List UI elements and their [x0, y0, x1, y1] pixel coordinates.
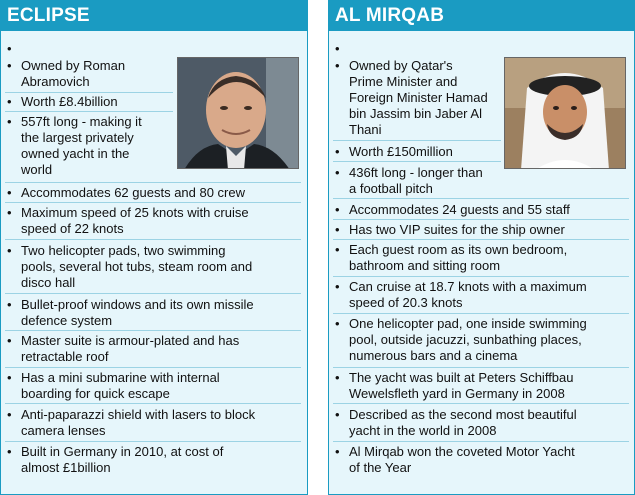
fact-item: • Two helicopter pads, two swimming pools, several hot tubs, steam room and disco hall — [5, 243, 305, 291]
fact-item: • Maximum speed of 25 knots with cruise speed of 22 knots — [5, 205, 305, 237]
hamad-bin-jassim-photo — [504, 57, 626, 169]
fact-item: • Al Mirqab won the coveted Motor Yacht of the Year — [333, 444, 633, 476]
fact-item: • 436ft long - longer than a football pitch — [333, 165, 503, 197]
al-mirqab-panel — [328, 0, 635, 495]
fact-item: • Accommodates 24 guests and 55 staff — [333, 202, 633, 218]
eclipse-header — [1, 1, 307, 31]
fact-item: • Has two VIP suites for the ship owner — [333, 222, 633, 238]
fact-item: • Each guest room as its own bedroom, bathroom and sitting room — [333, 242, 633, 274]
fact-item: • 557ft long - making it the largest privately owned yacht in the world — [5, 114, 175, 178]
fact-item: • Anti-paparazzi shield with lasers to block camera lenses — [5, 407, 305, 439]
fact-item: • Has a mini submarine with internal boarding for quick escape — [5, 370, 305, 402]
fact-item: • Owned by Qatar's Prime Minister and Foreign Minister Hamad bin Jassim bin Jaber Al Thani — [333, 58, 503, 138]
fact-item: • Described as the second most beautiful yacht in the world in 2008 — [333, 407, 633, 439]
roman-abramovich-photo — [177, 57, 299, 169]
al-mirqab-header — [329, 1, 634, 31]
fact-item: • Built in Germany in 2010, at cost of almost £1billion — [5, 444, 305, 476]
fact-item: • The yacht was built at Peters Schiffbau Wewelsfleth yard in Germany in 2008 — [333, 370, 633, 402]
al-mirqab-title: AL MIRQAB — [335, 5, 445, 26]
fact-item: • Worth £150million — [333, 144, 503, 160]
fact-item: • Owned by Roman Abramovich — [5, 58, 175, 90]
fact-item: • Worth £8.4billion — [5, 94, 175, 110]
fact-item: • Master suite is armour-plated and has retractable roof — [5, 333, 305, 365]
fact-item: • Accommodates 62 guests and 80 crew — [5, 185, 305, 201]
eclipse-title: ECLIPSE — [7, 5, 90, 26]
fact-item: • One helicopter pad, one inside swimming pool, outside jacuzzi, sunbathing places, numerous bars and a cinema — [333, 316, 633, 364]
eclipse-panel — [0, 0, 308, 495]
fact-item: • Can cruise at 18.7 knots with a maximum speed of 20.3 knots — [333, 279, 633, 311]
fact-item: • Bullet-proof windows and its own missile defence system — [5, 297, 305, 329]
